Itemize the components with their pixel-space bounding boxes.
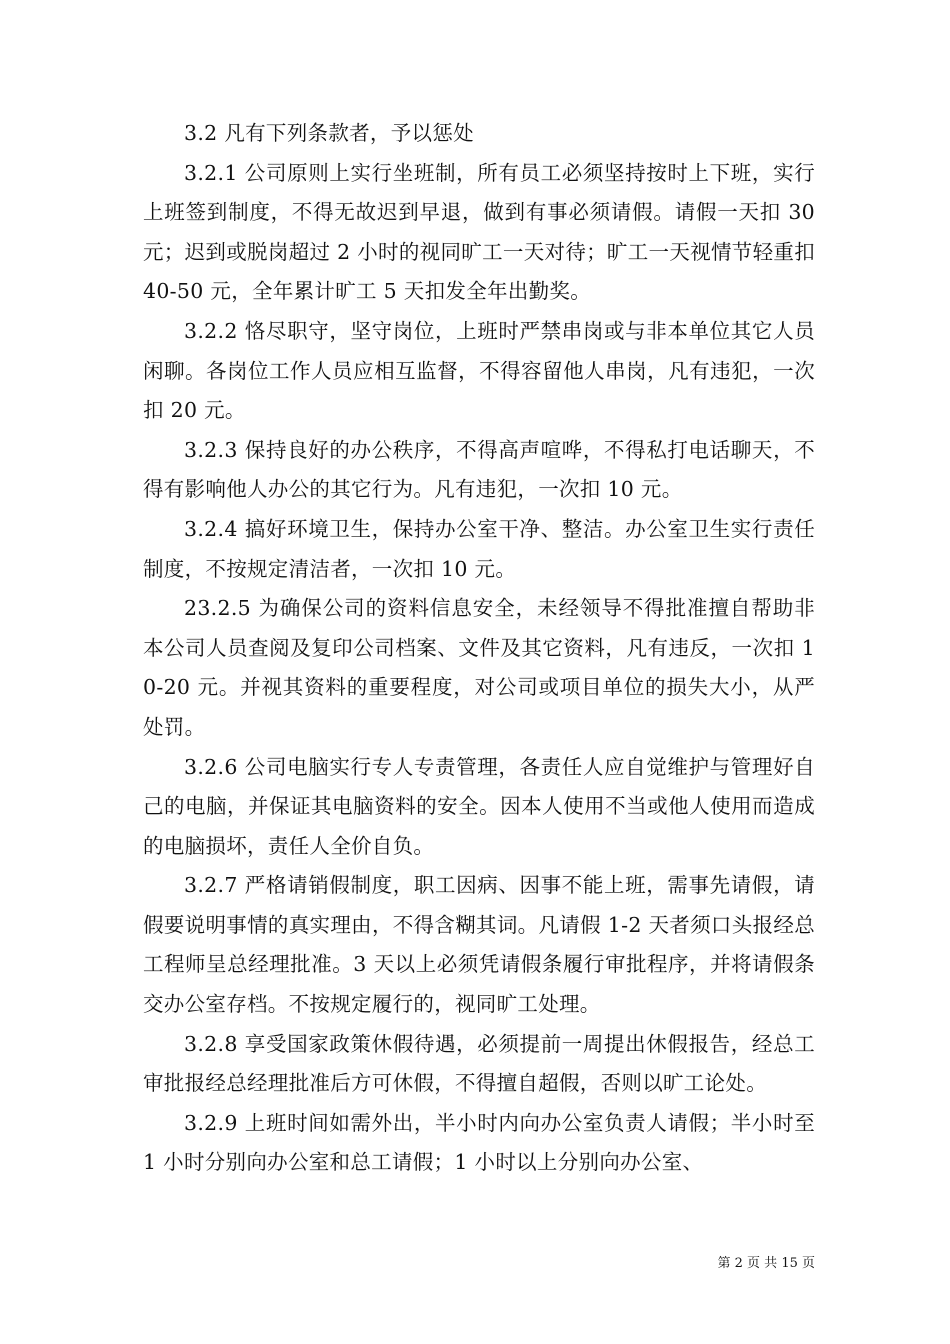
clause-3-2-5: 23.2.5 为确保公司的资料信息安全，未经领导不得批准擅自帮助非本公司人员查阅及复印公司档案、文件及其它资料，凡有违反，一次扣 10-20 元。并视其资料的重要程度，对公司或项目单位的损失大小，从严处罚。 [143,596,815,739]
clause-3-2-1: 3.2.1 公司原则上实行坐班制，所有员工必须坚持按时上下班，实行上班签到制度，不得无故迟到早退，做到有事必须请假。请假一天扣 30 元；迟到或脱岗超过 2 小时的视同旷工一天对待；旷工一天视情节轻重扣 40-50 元，全年累计旷工 5 天扣发全年出勤奖。 [143,160,815,304]
clause-3-2-2: 3.2.2 恪尽职守，坚守岗位，上班时严禁串岗或与非本单位其它人员闲聊。各岗位工作人员应相互监督，不得容留他人串岗，凡有违犯，一次扣 20 元。 [143,318,815,423]
clause-3-2-8: 3.2.8 享受国家政策休假待遇，必须提前一周提出休假报告，经总工审批报经总经理批准后方可休假，不得擅自超假，否则以旷工论处。 [143,1031,815,1096]
clause-3-2-7: 3.2.7 严格请销假制度，职工因病、因事不能上班，需事先请假，请假要说明事情的真实理由，不得含糊其词。凡请假 1-2 天者须口头报经总工程师呈总经理批准。3 天以上必须凭请假条履行审批程序，并将请假条交办公室存档。不按规定履行的，视同旷工处理。 [143,873,815,1017]
clause-3-2-4: 3.2.4 搞好环境卫生，保持办公室干净、整洁。办公室卫生实行责任制度，不按规定清洁者，一次扣 10 元。 [143,516,815,581]
clause-3-2-6: 3.2.6 公司电脑实行专人专责管理，各责任人应自觉维护与管理好自己的电脑，并保证其电脑资料的安全。因本人使用不当或他人使用而造成的电脑损坏，责任人全价自负。 [143,754,815,858]
page-number-footer: 第 2 页 共 15 页 [717,1256,815,1271]
clause-3-2-heading: 3.2 凡有下列条款者，予以惩处 [184,121,474,145]
clause-3-2-3: 3.2.3 保持良好的办公秩序，不得高声喧哗，不得私打电话聊天，不得有影响他人办公的其它行为。凡有违犯，一次扣 10 元。 [143,437,815,502]
document-body [143,114,815,1183]
clause-3-2-9: 3.2.9 上班时间如需外出，半小时内向办公室负责人请假；半小时至 1 小时分别向办公室和总工请假；1 小时以上分别向办公室、 [143,1110,815,1175]
